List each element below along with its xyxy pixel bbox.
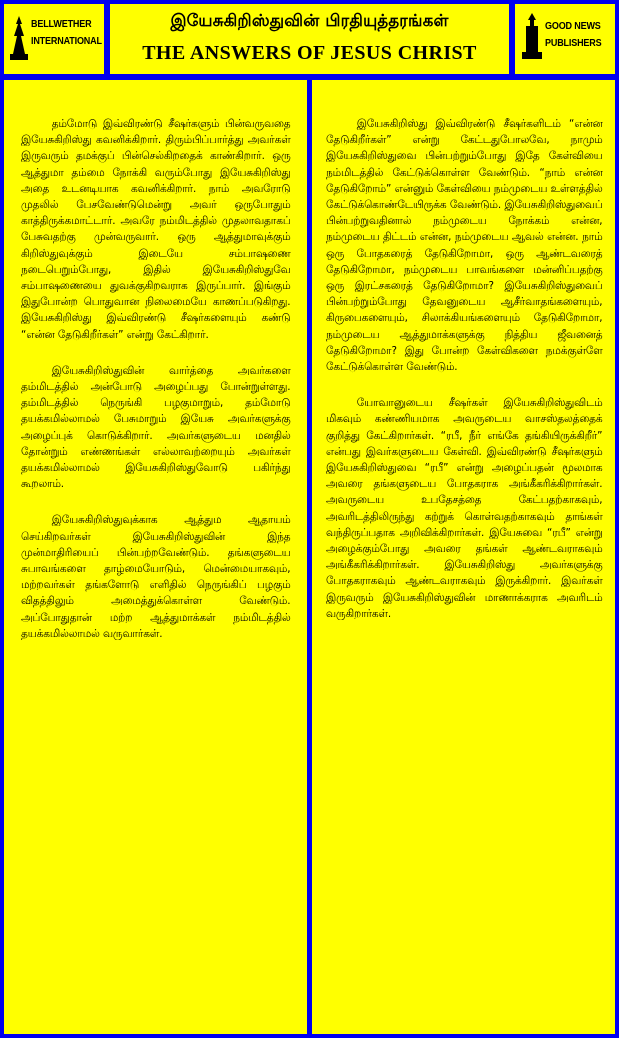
runner-icon [8, 14, 30, 62]
title-english: THE ANSWERS OF JESUS CHRIST [142, 42, 477, 64]
good-news-logo [515, 4, 615, 74]
left-paragraph-1: தம்மோடு இவ்விரண்டு சீஷர்களும் பின்வருவதை இயேசுகிறிஸ்து கவனிக்கிறார். திரும்பிப்பார்த்து அவர்கள் இருவரும் தமக்குப் பின்செல்கிறதைக் காண்கிறார். ஒரு ஆத்துமா தம்மை நோக்கி வரும்போது இயேசுகிறிஸ்து அதை உடனடியாக கவனிக்கிறார். நாம் அவரோடு முதலில் பேசவேண்டுமென்று அவர் ஒருபோதும் காத்திருக்கமாட்டார். அவரே நம்மிடத்தில் முதலாவதாகப் பேசுவதற்கு முன்வருவார். ஒரு ஆத்துமாவுக்கும் கிறிஸ்துவுக்கும் இடையே சம்பாஷணை நடைபெறும்போது, இதில் இயேசுகிறிஸ்துவே சம்பாஷணையை துவக்குகிறவராக இருப்பார். இங்கும் இதுபோன்ற பொதுவான நிலைமையே காணப்படுகிறது. இயேசுகிறிஸ்து இவ்விரண்டு சீஷர்களையும் கண்டு “என்ன தேடுகிறீர்கள்” என்று கேட்கிறார். [21, 117, 291, 341]
tower-icon [520, 12, 544, 62]
right-column [312, 80, 615, 1034]
left-paragraph-3: இயேசுகிறிஸ்துவுக்காக ஆத்தும ஆதாயம் செய்கிறவர்கள் இயேசுகிறிஸ்துவின் இந்த முன்மாதிரியைப் பின்பற்றவேண்டும். தங்களுடைய சுபாவங்களை தாழ்மையோடும், மென்மையாகவும், மற்றவர்கள் தங்களோடு எளிதில் நெருங்கிப் பழகும் விதத்திலும் அமைத்துக்கொள்ள வேண்டும். அப்போதுதான் மற்ற ஆத்துமாக்கள் நம்மிடத்தில் தயக்கமில்லாமல் வருவார்கள். [21, 513, 291, 640]
good-news-logo-line2: PUBLISHERS [545, 37, 602, 49]
left-paragraph-2: இயேசுகிறிஸ்துவின் வார்த்தை அவர்களை தம்மிடத்தில் அன்போடு அழைப்பது போன்றுள்ளது. தம்மிடத்தில் நெருங்கி பழகுமாறும், தம்மோடு தயக்கமில்லாமல் பேசுமாறும் இயேசு அவர்களுக்கு அழைப்புக் கொடுக்கிறார். அவர்களுடைய மனதில் தோன்றும் எண்ணங்கள் எல்லாவற்றையும் அவர்கள் தயக்கமில்லாமல் இயேசுகிறிஸ்துவோடு பகிர்ந்து கூறலாம். [21, 363, 291, 491]
page-header [110, 4, 509, 74]
bellwether-logo-line2: INTERNATIONAL [31, 35, 102, 47]
title-tamil: இயேசுகிறிஸ்துவின் பிரதியுத்தரங்கள் [170, 11, 449, 30]
good-news-logo-line1: GOOD NEWS [545, 20, 601, 32]
left-column [4, 80, 307, 1034]
right-paragraph-1: இயேசுகிறிஸ்து இவ்விரண்டு சீஷர்களிடம் “என்ன தேடுகிறீர்கள்” என்று கேட்டதுபோலவே, நாமும் இயேசுகிறிஸ்துவை பின்பற்றும்போது இதே கேள்வியை நம்மிடத்தில் கேட்டுக்கொள்ள வேண்டும். “நாம் என்ன தேடுகிறோம்” என்னும் கேள்வியை நம்முடைய உள்ளத்தில் கேட்டுக்கொண்டேயிருக்க வேண்டும். இயேசுகிறிஸ்துவைப் பின்பற்றுவதினால் நம்முடைய நோக்கம் என்ன, நம்முடைய திட்டம் என்ன, நம்முடைய ஆவல் என்ன. நாம் ஒரு போதகரைத் தேடுகிறோமா, ஒரு ஆண்டவரைத் தேடுகிறோமா, நம்முடைய பாவங்களை மன்னிப்பதற்கு ஒரு இரட்சகரைத் தேடுகிறோமா? இயேசுகிறிஸ்துவைப் பின்பற்றும்போது தேவனுடைய ஆசீர்வாதங்களையும், கிருபைகளையும், சிலாக்கியங்களையும் தேடுகிறோமா, நம்முடைய ஆத்துமாக்களுக்கு நித்திய ஜீவனைத் தேடுகிறோமா? இது போன்ற கேள்விகளை நமக்குள்ளே கேட்டுக்கொள்ள வேண்டும். [326, 117, 603, 374]
bellwether-logo-line1: BELLWETHER [31, 18, 92, 30]
bellwether-logo [4, 4, 104, 74]
right-paragraph-2: யோவானுடைய சீஷர்கள் இயேசுகிறிஸ்துவிடம் மிகவும் கண்ணியமாக அவருடைய வாசஸ்தலத்தைக் குறித்து கேட்கிறார்கள். “ரபீ, நீர் எங்கே தங்கியிருக்கிறீர்” என்பது இவர்களுடைய கேள்வி. இவ்விரண்டு சீஷர்களும் இயேசுகிறிஸ்துவை “ரபீ” என்று அழைப்பதன் மூலமாக அவரை தங்களுடைய போதகராக அங்கீகரிக்கிறார்கள். அவருடைய உபதேசத்தை கேட்பதற்காகவும், அவரிடத்திலிருந்து கற்றுக் கொள்வதற்காகவும் தாங்கள் வந்திருப்பதாக அறிவிக்கிறார்கள். இயேசுவை “ரபீ” என்று அழைக்கும்போது அவரை தங்கள் ஆண்டவராகவும் அங்கீகரிக்கிறார்கள். இயேசுகிறிஸ்து அவர்களுக்கு போதகராகவும் ஆண்டவராகவும் இருக்கிறார். இவர்கள் இருவரும் இயேசுகிறிஸ்துவின் மாணாக்கராக அவரிடம் வருகிறார்கள். [326, 396, 603, 620]
